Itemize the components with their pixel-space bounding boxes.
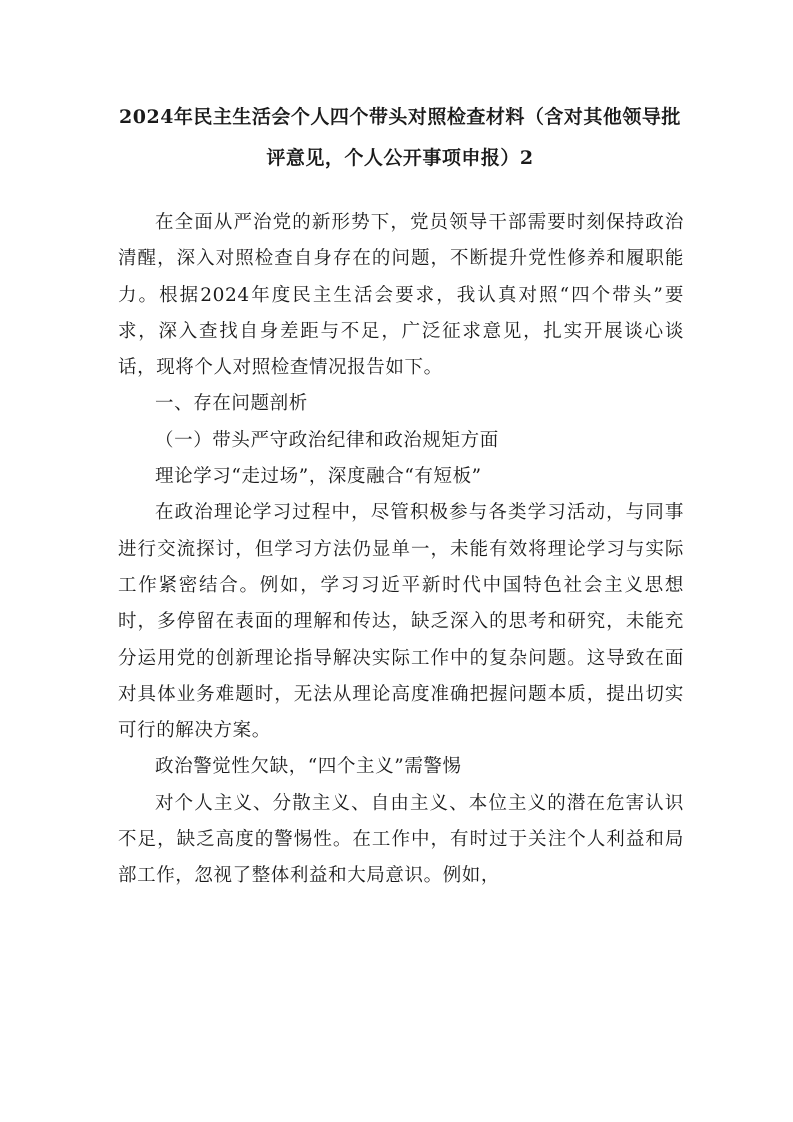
document-body <box>118 205 684 895</box>
point-heading-theory-study: 理论学习“走过场”，深度融合“有短板” <box>155 466 482 488</box>
point-heading-political-vigilance: 政治警觉性欠缺，“四个主义”需警惕 <box>155 756 462 778</box>
document-title: 2024年民主生活会个人四个带头对照检查材料（含对其他领导批评意见，个人公开事项申报）2 <box>119 106 681 169</box>
section-heading-problems: 一、存在问题剖析 <box>155 393 308 415</box>
intro-paragraph: 在全面从严治党的新形势下，党员领导干部需要时刻保持政治清醒，深入对照检查自身存在的问题，不断提升党性修养和履职能力。根据2024年度民主生活会要求，我认真对照“四个带头”要求，深入查找自身差距与不足，广泛征求意见，扎实开展谈心谈话，现将个人对照检查情况报告如下。 <box>118 212 684 379</box>
point-paragraph-theory-study: 在政治理论学习过程中，尽管积极参与各类学习活动，与同事进行交流探讨，但学习方法仍显单一，未能有效将理论学习与实际工作紧密结合。例如，学习习近平新时代中国特色社会主义思想时，多停留在表面的理解和传达，缺乏深入的思考和研究，未能充分运用党的创新理论指导解决实际工作中的复杂问题。这导致在面对具体业务难题时，无法从理论高度准确把握问题本质，提出切实可行的解决方案。 <box>118 502 684 742</box>
subsection-heading-political-discipline: （一）带头严守政治纪律和政治规矩方面 <box>155 429 499 451</box>
point-paragraph-political-vigilance: 对个人主义、分散主义、自由主义、本位主义的潜在危害认识不足，缺乏高度的警惕性。在工作中，有时过于关注个人利益和局部工作，忽视了整体利益和大局意识。例如， <box>118 792 684 887</box>
